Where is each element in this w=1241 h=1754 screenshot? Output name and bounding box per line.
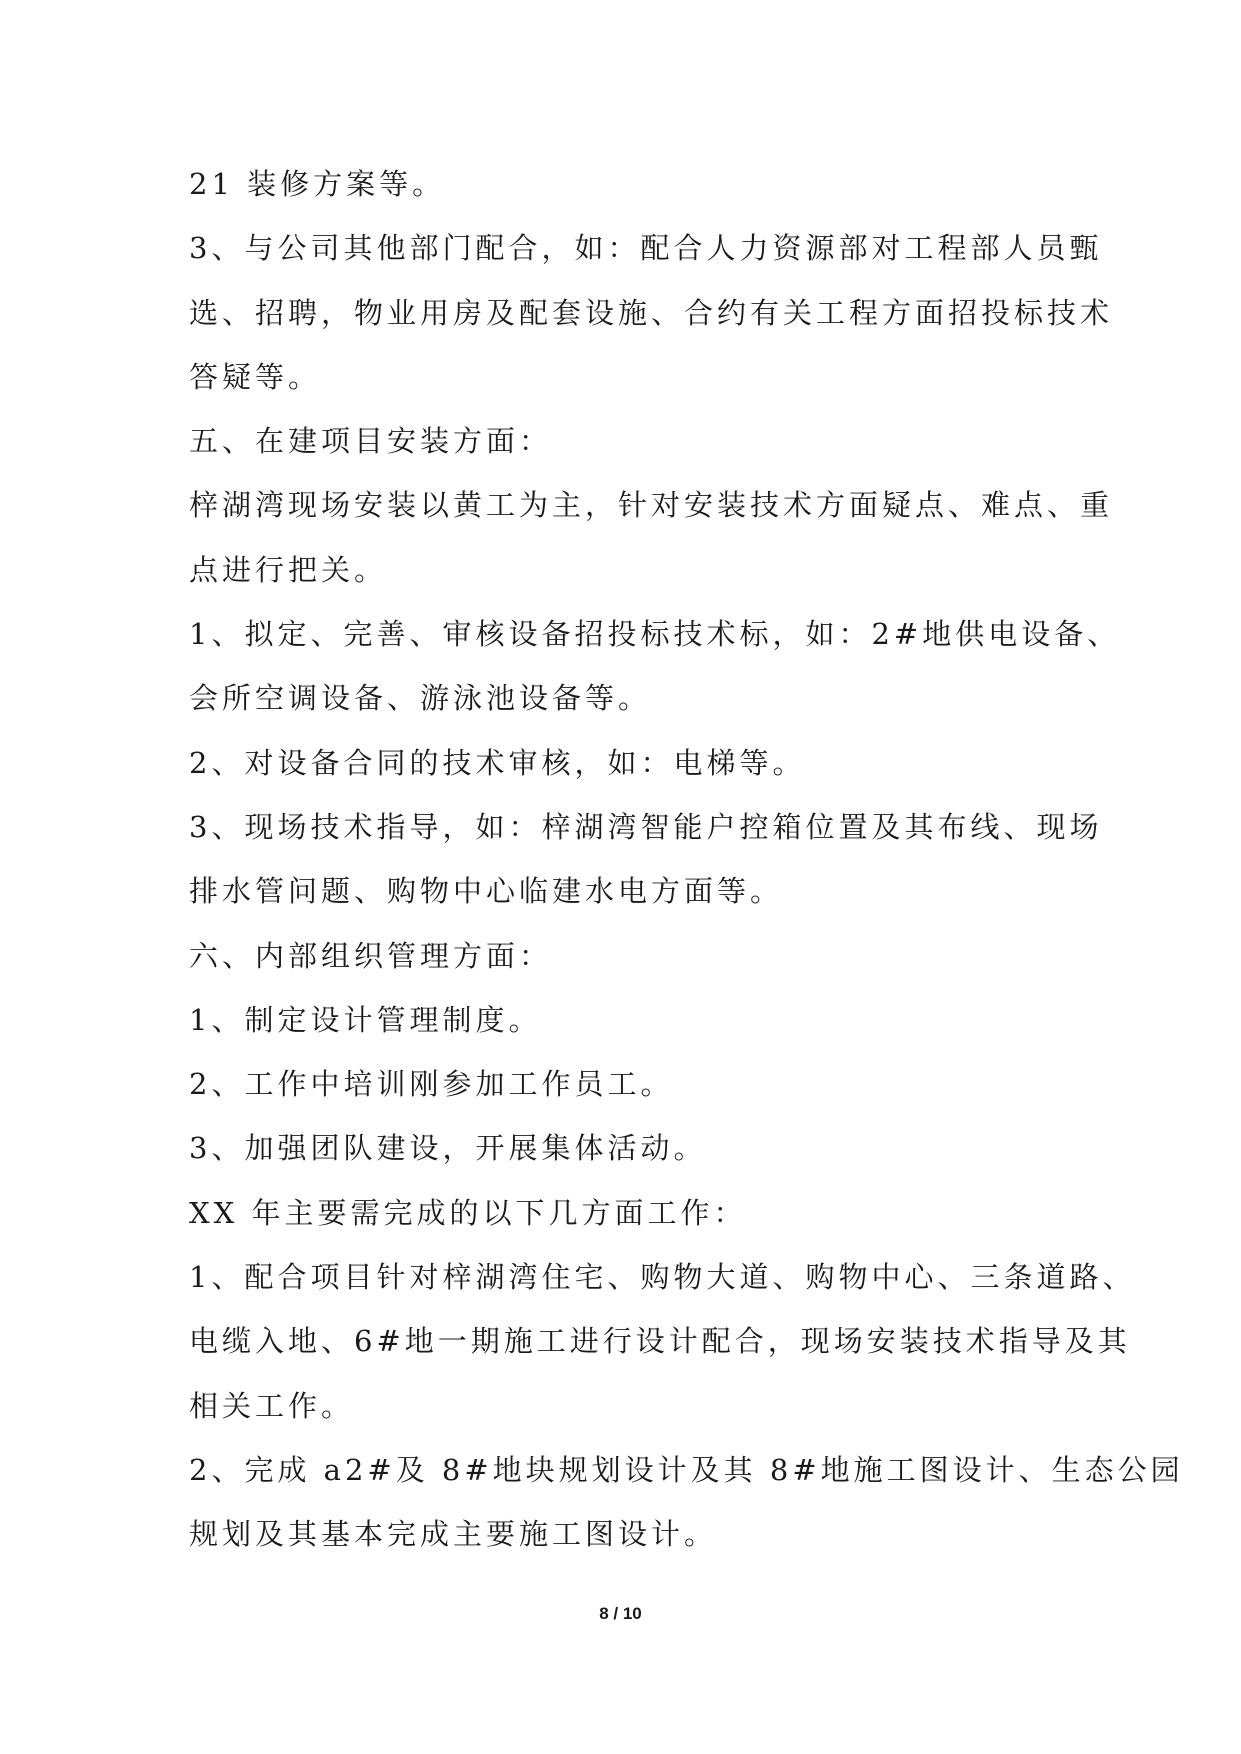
text-line: 选、招聘，物业用房及配套设施、合约有关工程方面招投标技术: [189, 295, 1114, 330]
text-line: 3、现场技术指导，如：梓湖湾智能户控箱位置及其布线、现场: [189, 809, 1103, 844]
text-line: 1、拟定、完善、审核设备招投标技术标，如：2#地供电设备、: [189, 617, 1121, 652]
text-line: 1、制定设计管理制度。: [189, 1002, 542, 1037]
text-line: 21 装修方案等。: [189, 167, 446, 201]
document-body: [189, 152, 1184, 1567]
text-line: 3、与公司其他部门配合，如：配合人力资源部对工程部人员甄: [189, 231, 1103, 266]
text-line: 点进行把关。: [189, 552, 388, 587]
text-line: 1、配合项目针对梓湖湾住宅、购物大道、购物中心、三条道路、: [189, 1260, 1136, 1295]
text-line: 电缆入地、6#地一期施工进行设计配合，现场安装技术指导及其: [189, 1324, 1131, 1359]
section-heading: XX 年主要需完成的以下几方面工作：: [189, 1195, 747, 1230]
text-line: 答疑等。: [189, 359, 322, 394]
text-line: 排水管问题、购物中心临建水电方面等。: [189, 874, 784, 909]
text-line: 会所空调设备、游泳池设备等。: [189, 681, 652, 716]
section-heading: 六、内部组织管理方面：: [189, 938, 553, 973]
text-line: 2、对设备合同的技术审核，如：电梯等。: [189, 745, 806, 780]
section-heading: 五、在建项目安装方面：: [189, 424, 553, 459]
text-line: 相关工作。: [189, 1388, 355, 1423]
text-line: 3、加强团队建设，开展集体活动。: [189, 1131, 707, 1166]
text-line: 2、完成 a2#及 8#地块规划设计及其 8#地施工图设计、生态公园: [189, 1452, 1184, 1487]
text-line: 规划及其基本完成主要施工图设计。: [189, 1517, 718, 1552]
text-line: 2、工作中培训刚参加工作员工。: [189, 1067, 674, 1102]
page-number: 8 / 10: [599, 1604, 642, 1623]
text-line: 梓湖湾现场安装以黄工为主，针对安装技术方面疑点、难点、重: [189, 488, 1114, 523]
